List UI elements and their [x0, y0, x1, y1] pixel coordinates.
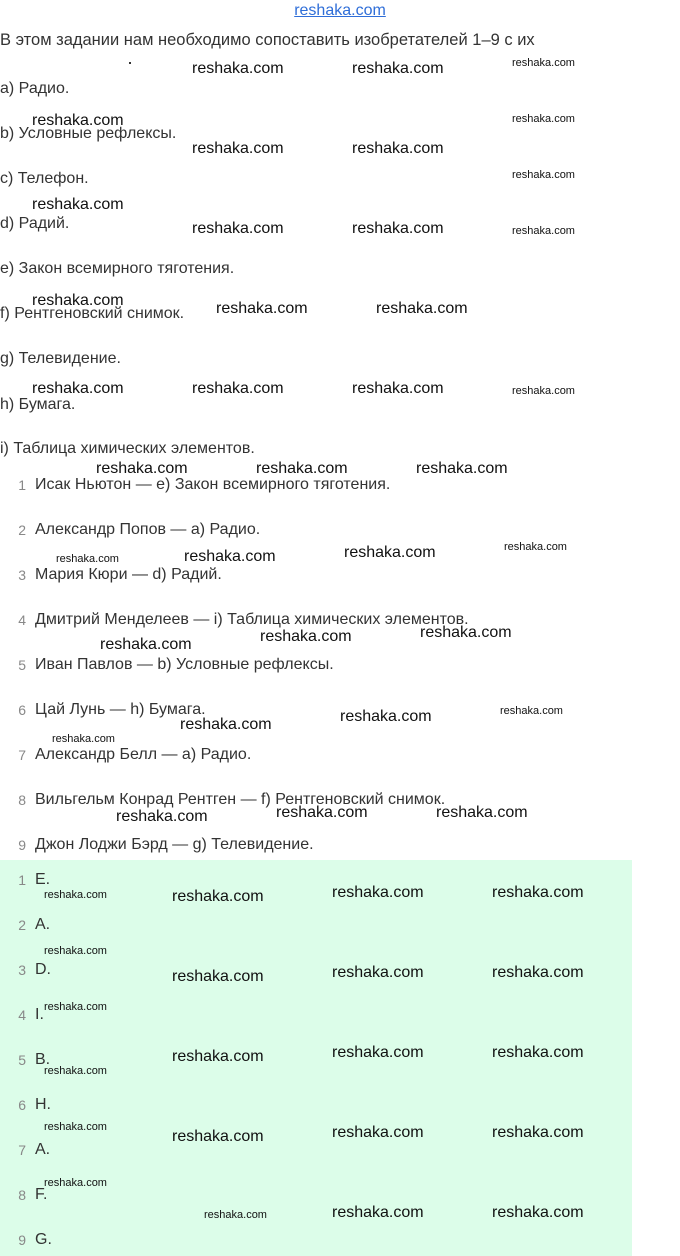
answer-letter: G.	[35, 1231, 52, 1248]
answer-letter: H.	[35, 1096, 51, 1113]
watermark-small: reshaka.com	[44, 945, 107, 957]
match-row	[0, 789, 445, 811]
watermark: reshaka.com	[172, 1048, 264, 1065]
row-number: 6	[18, 1097, 26, 1113]
watermark: reshaka.com	[180, 716, 272, 733]
answer-row	[0, 1184, 47, 1206]
match-row	[0, 699, 206, 721]
match-row	[0, 564, 222, 586]
watermark: reshaka.com	[332, 964, 424, 981]
watermark-small: reshaka.com	[44, 889, 107, 901]
answer-row	[0, 1094, 51, 1116]
watermark: reshaka.com	[96, 460, 188, 477]
watermark: reshaka.com	[332, 1204, 424, 1221]
option-g: g) Телевидение.	[0, 350, 121, 367]
watermark: reshaka.com	[420, 624, 512, 641]
watermark: reshaka.com	[192, 60, 284, 77]
match-text: Мария Кюри — d) Радий.	[35, 566, 222, 583]
row-number: 2	[18, 522, 26, 538]
watermark-small: reshaka.com	[44, 1177, 107, 1189]
task-intro: В этом задании нам необходимо сопоставить изобретателей 1–9 с их	[0, 31, 535, 49]
answer-row	[0, 1049, 50, 1071]
watermark-small: reshaka.com	[512, 113, 575, 125]
watermark-small: reshaka.com	[512, 57, 575, 69]
match-row	[0, 519, 260, 541]
option-f: f) Рентгеновский снимок.	[0, 305, 185, 322]
watermark: reshaka.com	[32, 292, 124, 309]
row-number: 7	[18, 1142, 26, 1158]
row-number: 9	[18, 837, 26, 853]
watermark-small: reshaka.com	[504, 541, 567, 553]
watermark: reshaka.com	[352, 60, 444, 77]
option-i: i) Таблица химических элементов.	[0, 440, 255, 457]
match-text: Александр Белл — a) Радио.	[35, 746, 252, 763]
watermark: reshaka.com	[32, 112, 124, 129]
match-text: Исак Ньютон — e) Закон всемирного тяготения.	[35, 476, 391, 493]
stray-dot	[129, 62, 131, 64]
match-text: Александр Попов — a) Радио.	[35, 521, 261, 538]
watermark: reshaka.com	[192, 140, 284, 157]
watermark-small: reshaka.com	[512, 385, 575, 397]
watermark: reshaka.com	[492, 1044, 584, 1061]
row-number: 3	[18, 567, 26, 583]
watermark: reshaka.com	[172, 1128, 264, 1145]
row-number: 5	[18, 1052, 26, 1068]
watermark: reshaka.com	[332, 1124, 424, 1141]
match-row	[0, 744, 251, 766]
answer-letter: A.	[35, 1141, 51, 1158]
watermark: reshaka.com	[344, 544, 436, 561]
watermark: reshaka.com	[416, 460, 508, 477]
watermark: reshaka.com	[492, 1204, 584, 1221]
answer-row	[0, 914, 50, 936]
match-row	[0, 609, 469, 631]
watermark: reshaka.com	[32, 380, 124, 397]
watermark: reshaka.com	[192, 220, 284, 237]
watermark: reshaka.com	[100, 636, 192, 653]
watermark: reshaka.com	[256, 460, 348, 477]
watermark: reshaka.com	[172, 888, 264, 905]
watermark: reshaka.com	[376, 300, 468, 317]
option-b: b) Условные рефлексы.	[0, 125, 177, 142]
watermark: reshaka.com	[192, 380, 284, 397]
row-number: 4	[18, 1007, 26, 1023]
watermark: reshaka.com	[492, 1124, 584, 1141]
answer-row	[0, 869, 50, 891]
watermark: reshaka.com	[276, 804, 368, 821]
answer-letter: F.	[35, 1186, 48, 1203]
watermark: reshaka.com	[172, 968, 264, 985]
answer-letter: I.	[35, 1006, 44, 1023]
watermark: reshaka.com	[352, 220, 444, 237]
watermark: reshaka.com	[436, 804, 528, 821]
row-number: 8	[18, 1187, 26, 1203]
row-number: 6	[18, 702, 26, 718]
row-number: 8	[18, 792, 26, 808]
watermark: reshaka.com	[116, 808, 208, 825]
option-a: a) Радио.	[0, 80, 70, 97]
option-d: d) Радий.	[0, 215, 70, 232]
answer-letter: B.	[35, 1051, 51, 1068]
option-e: e) Закон всемирного тяготения.	[0, 260, 235, 277]
watermark: reshaka.com	[32, 196, 124, 213]
answer-row	[0, 1139, 50, 1161]
watermark: reshaka.com	[332, 1044, 424, 1061]
row-number: 7	[18, 747, 26, 763]
watermark: reshaka.com	[492, 964, 584, 981]
row-number: 2	[18, 917, 26, 933]
watermark-small: reshaka.com	[44, 1001, 107, 1013]
watermark-small: reshaka.com	[512, 169, 575, 181]
watermark: reshaka.com	[260, 628, 352, 645]
option-c: c) Телефон.	[0, 170, 89, 187]
watermark-small: reshaka.com	[500, 705, 563, 717]
match-text: Джон Лоджи Бэрд — g) Телевидение.	[35, 836, 314, 853]
answer-letter: E.	[35, 871, 51, 888]
watermark-small: reshaka.com	[52, 733, 115, 745]
watermark: reshaka.com	[184, 548, 276, 565]
match-row	[0, 834, 314, 856]
watermark: reshaka.com	[340, 708, 432, 725]
row-number: 5	[18, 657, 26, 673]
row-number: 9	[18, 1232, 26, 1248]
match-text: Вильгельм Конрад Рентген — f) Рентгеновский снимок.	[35, 791, 446, 808]
watermark: reshaka.com	[352, 380, 444, 397]
answer-row	[0, 1004, 44, 1026]
match-text: Дмитрий Менделеев — i) Таблица химических элементов.	[35, 611, 469, 628]
match-text: Цай Лунь — h) Бумага.	[35, 701, 206, 718]
answer-row	[0, 959, 51, 981]
watermark: reshaka.com	[216, 300, 308, 317]
watermark: reshaka.com	[492, 884, 584, 901]
answer-row	[0, 1229, 52, 1251]
site-logo[interactable]: reshaka.com	[294, 2, 386, 19]
watermark-small: reshaka.com	[56, 553, 119, 565]
watermark-small: reshaka.com	[204, 1209, 267, 1221]
row-number: 1	[18, 872, 26, 888]
match-row	[0, 654, 334, 676]
watermark-small: reshaka.com	[44, 1121, 107, 1133]
watermark: reshaka.com	[332, 884, 424, 901]
match-text: Иван Павлов — b) Условные рефлексы.	[35, 656, 334, 673]
row-number: 4	[18, 612, 26, 628]
watermark: reshaka.com	[352, 140, 444, 157]
watermark-small: reshaka.com	[44, 1065, 107, 1077]
answer-letter: D.	[35, 961, 51, 978]
row-number: 3	[18, 962, 26, 978]
row-number: 1	[18, 477, 26, 493]
answer-letter: A.	[35, 916, 51, 933]
watermark-small: reshaka.com	[512, 225, 575, 237]
option-h: h) Бумага.	[0, 396, 76, 413]
